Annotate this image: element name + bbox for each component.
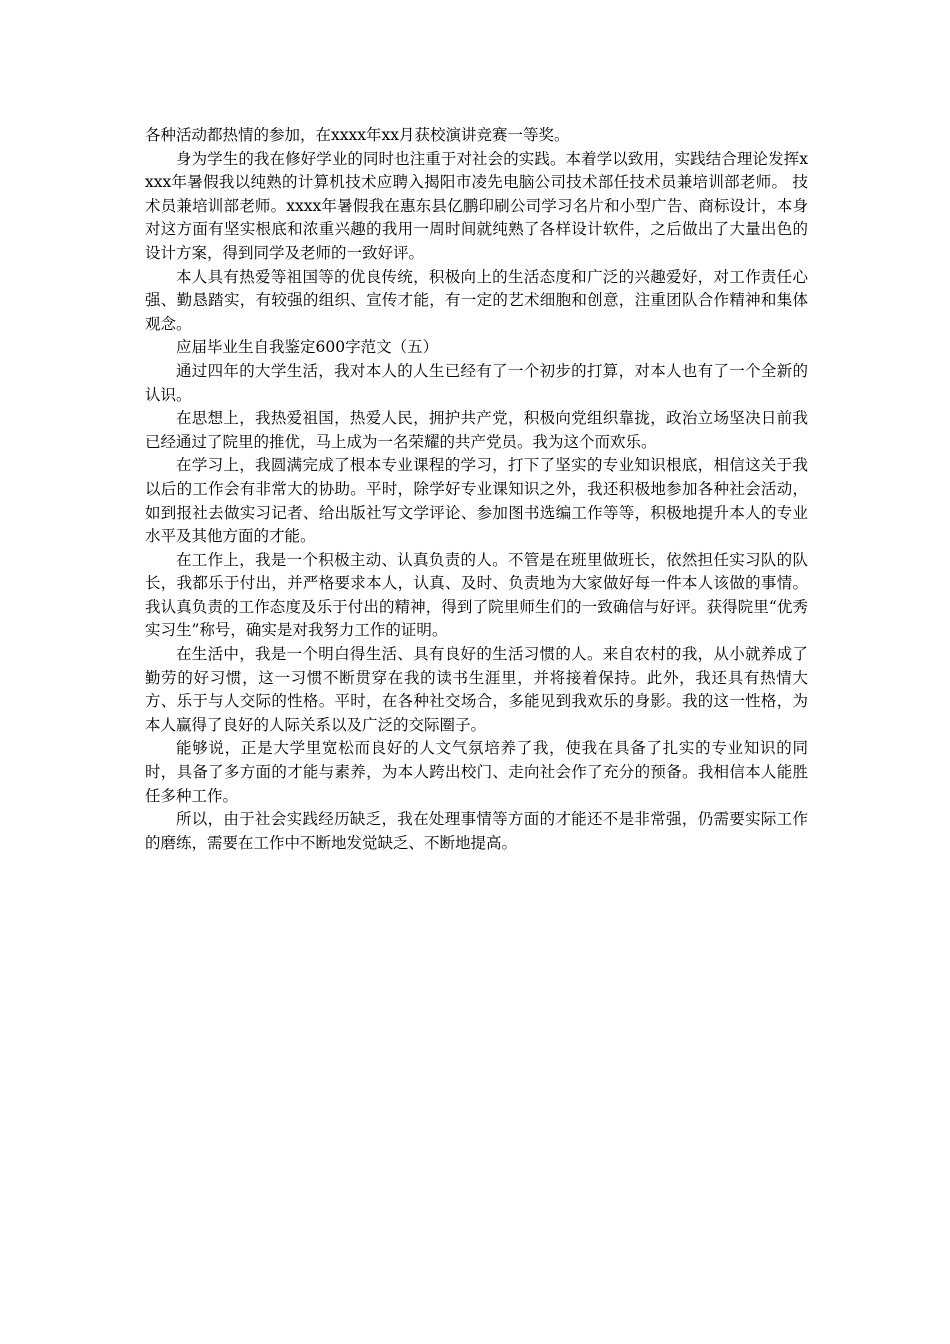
paragraph-8: 在工作上，我是一个积极主动、认真负责的人。不管是在班里做班长，依然担任实习队的队长，我都乐于付出，并严格要求本人，认真、及时、负责地为大家做好每一件本人该做的事情。我认真负责的工作态度及乐于付出的精神，得到了院里师生们的一致确信与好评。获得院里“优秀实习生”称号，确实是对我努力工作的证明。 [145, 550, 808, 640]
paragraph-2: 身为学生的我在修好学业的同时也注重于对社会的实践。本着学以致用，实践结合理论发挥xxxx年暑假我以纯熟的计算机技术应聘入揭阳市凌先电脑公司技术部任技术员兼培训部老师。 技术员兼培训部老师。xxxx年暑假我在惠东县亿鹏印刷公司学习名片和小型广告、商标设计，本身对这方面有坚实根底和浓重兴趣的我用一周时间就纯熟了各样设计软件，之后做出了大量出色的设计方案，得到同学及老师的一致好评。 [145, 149, 808, 262]
paragraph-3: 本人具有热爱等祖国等的优良传统，积极向上的生活态度和广泛的兴趣爱好，对工作责任心强、勤恳踏实，有较强的组织、宣传才能，有一定的艺术细胞和创意，注重团队合作精神和集体观念。 [145, 267, 808, 333]
paragraph-7: 在学习上，我圆满完成了根本专业课程的学习，打下了坚实的专业知识根底，相信这关于我以后的工作会有非常大的协助。平时，除学好专业课知识之外，我还积极地参加各种社会活动，如到报社去做实习记者、给出版社写文学评论、参加图书选编工作等等，积极地提升本人的专业水平及其他方面的才能。 [145, 456, 808, 546]
document-page [145, 124, 808, 855]
paragraph-6: 在思想上，我热爱祖国，热爱人民，拥护共产党，积极向党组织靠拢，政治立场坚决日前我已经通过了院里的推优，马上成为一名荣耀的共产党员。我为这个而欢乐。 [145, 409, 808, 451]
paragraph-10: 能够说，正是大学里宽松而良好的人文气氛培养了我，使我在具备了扎实的专业知识的同时，具备了多方面的才能与素养，为本人跨出校门、走向社会作了充分的预备。我相信本人能胜任多种工作。 [145, 739, 808, 805]
paragraph-1: 各种活动都热情的参加，在xxxx年xx月获校演讲竞赛一等奖。 [145, 126, 570, 144]
section-heading: 应届毕业生自我鉴定600字范文（五） [176, 338, 439, 357]
paragraph-9: 在生活中，我是一个明白得生活、具有良好的生活习惯的人。来自农村的我，从小就养成了勤劳的好习惯，这一习惯不断贯穿在我的读书生涯里，并将接着保持。此外，我还具有热情大方、乐于与人交际的性格。平时，在各种社交场合，多能见到我欢乐的身影。我的这一性格，为本人赢得了良好的人际关系以及广泛的交际圈子。 [145, 645, 808, 734]
paragraph-11: 所以，由于社会实践经历缺乏，我在处理事情等方面的才能还不是非常强，仍需要实际工作的磨练，需要在工作中不断地发觉缺乏、不断地提高。 [145, 810, 808, 852]
paragraph-5: 通过四年的大学生活，我对本人的人生已经有了一个初步的打算，对本人也有了一个全新的认识。 [145, 361, 808, 404]
